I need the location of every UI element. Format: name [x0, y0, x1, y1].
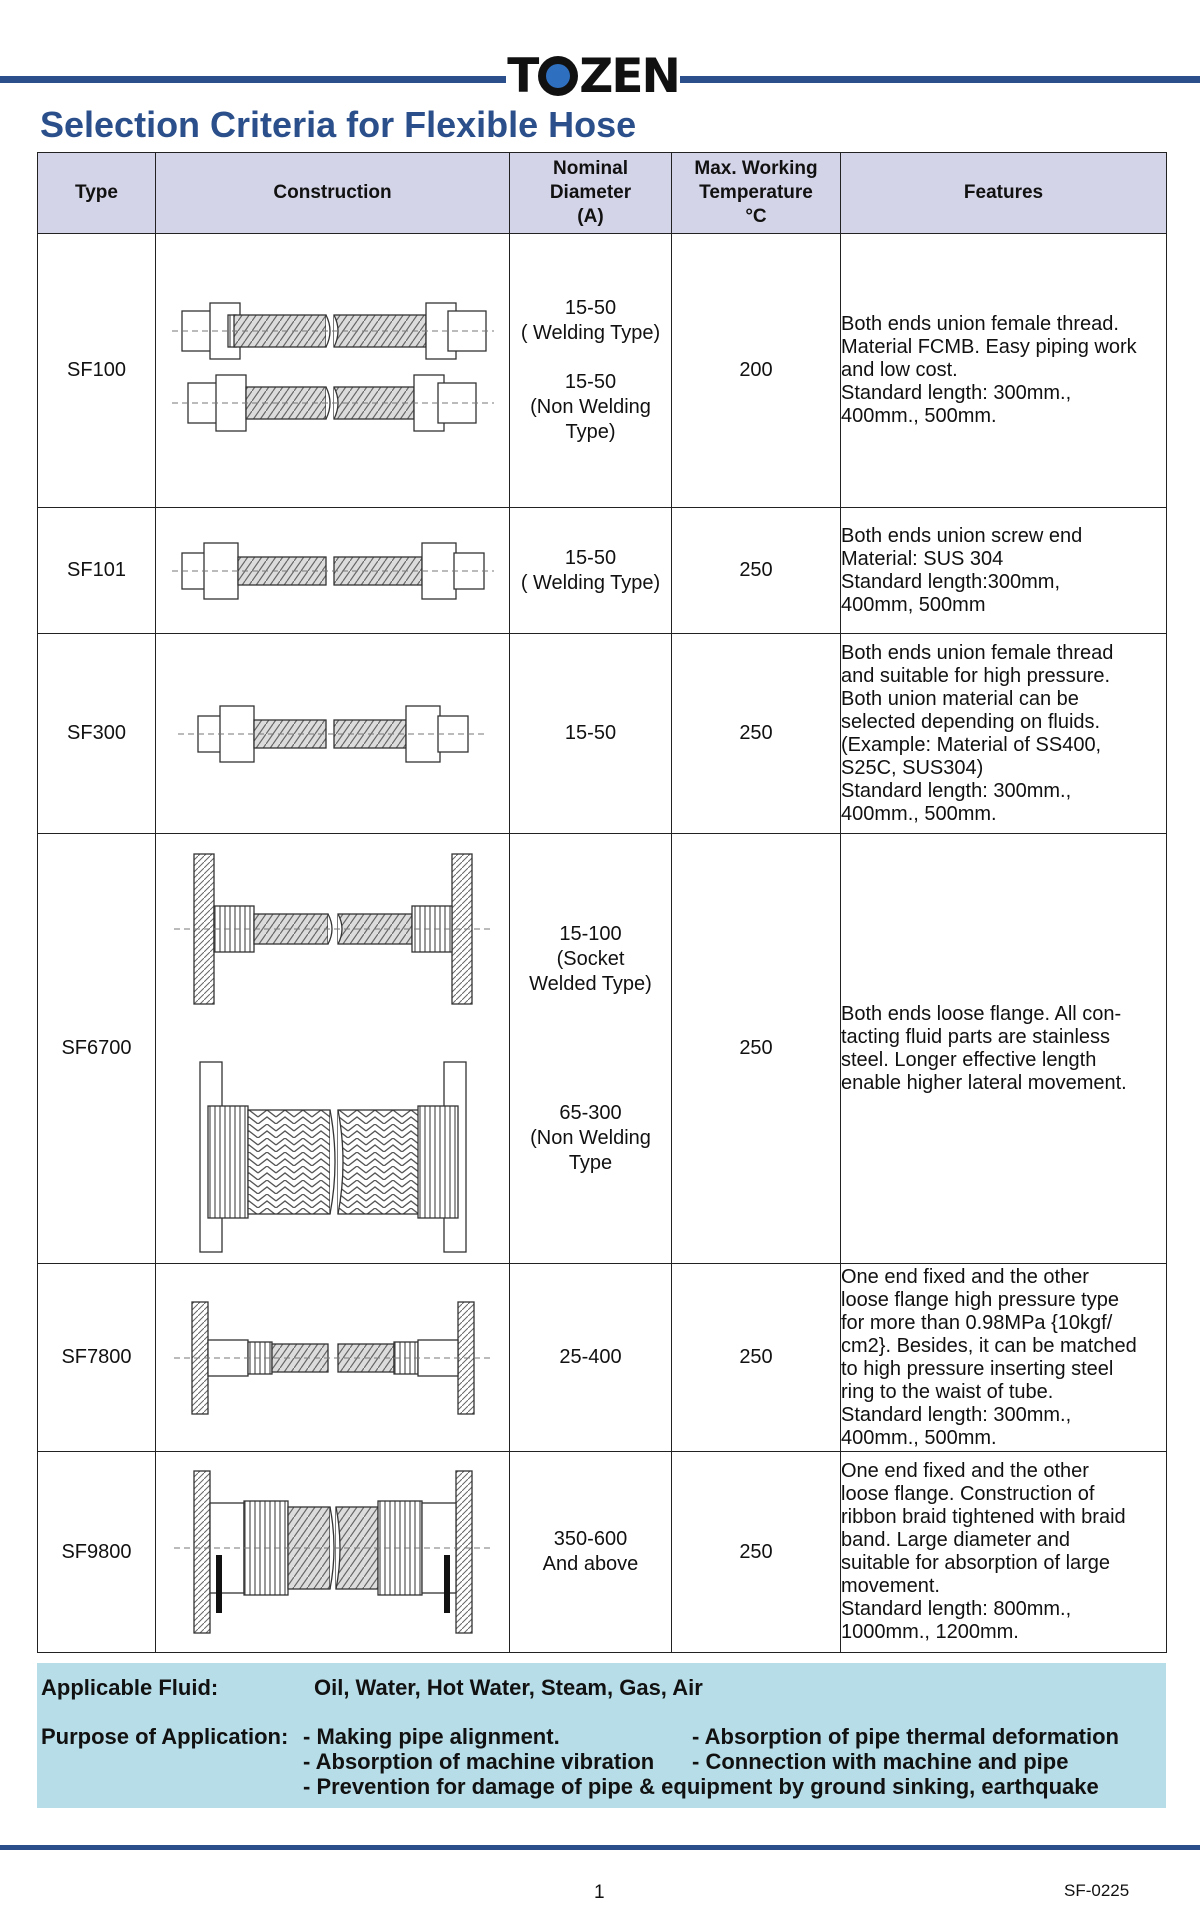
page-number: 1	[594, 1882, 605, 1903]
logo-o-mark	[538, 56, 578, 96]
feature-line: enable higher lateral movement.	[841, 1071, 1127, 1094]
temperature-cell: 250	[672, 1452, 841, 1653]
feature-line: selected depending on fluids.	[841, 710, 1101, 733]
diameter-line: 25-400	[559, 1346, 622, 1368]
feature-line: Standard length:300mm,	[841, 570, 1061, 593]
type-cell: SF6700	[38, 834, 156, 1264]
hose-drawing-sf7800	[168, 1298, 498, 1418]
feature-line: Both union material can be	[841, 687, 1079, 710]
feature-line: Material FCMB. Easy piping work	[841, 336, 1137, 358]
spacer	[510, 346, 671, 370]
feature-line: (Example: Material of SS400,	[841, 733, 1102, 756]
feature-line: Both ends loose flange. All con-	[841, 1002, 1122, 1025]
hose-drawing-sf100	[168, 271, 498, 471]
col-header-diameter	[510, 153, 672, 234]
selection-table	[37, 152, 1167, 1653]
feature-line: loose flange high pressure type	[841, 1288, 1119, 1311]
diameter-line: (Non Welding	[530, 1126, 651, 1149]
col-header-construction: Construction	[156, 153, 510, 234]
construction-drawing	[156, 234, 510, 508]
feature-line: loose flange. Construction of	[841, 1483, 1095, 1505]
feature-line: for more than 0.98MPa {10kgf/	[841, 1311, 1113, 1334]
feature-line: to high pressure inserting steel	[841, 1357, 1114, 1380]
diameter-line: 15-50	[564, 297, 617, 319]
features-cell	[841, 508, 1167, 634]
feature-line: and low cost.	[841, 359, 958, 381]
diameter-line: 15-50	[564, 546, 617, 569]
document-id: SF-0225	[1064, 1881, 1130, 1900]
feature-line: 400mm, 500mm	[841, 593, 986, 616]
page-title: Selection Criteria for Flexible Hose	[40, 104, 637, 145]
feature-line: tacting fluid parts are stainless	[841, 1025, 1111, 1048]
table-row	[38, 234, 1167, 508]
hose-drawing-sf6700	[168, 844, 498, 1254]
feature-line: ring to the waist of tube.	[841, 1380, 1054, 1403]
table-row	[38, 1452, 1167, 1653]
col-header-temperature	[672, 153, 841, 234]
purpose-item: - Absorption of machine vibration	[303, 1749, 655, 1774]
col-header-features: Features	[841, 153, 1167, 234]
feature-line: steel. Longer effective length	[841, 1048, 1097, 1071]
logo-letter-t: T	[507, 48, 538, 104]
purpose-item: - Absorption of pipe thermal deformation	[692, 1724, 1119, 1749]
hose-drawing-sf9800	[168, 1467, 498, 1637]
diameter-line: 350-600	[553, 1528, 628, 1550]
header-line: Temperature	[699, 182, 813, 203]
type-cell: SF7800	[38, 1264, 156, 1452]
temperature-cell: 200	[672, 234, 841, 508]
hose-drawing-sf300	[168, 694, 498, 774]
purpose-label: Purpose of Application:	[41, 1724, 289, 1749]
construction-drawing	[156, 634, 510, 834]
spacer	[510, 997, 671, 1101]
feature-line: ribbon braid tightened with braid	[841, 1506, 1126, 1528]
header-bar-left	[0, 76, 506, 83]
table-header-row	[38, 153, 1167, 234]
feature-line: 400mm., 500mm.	[841, 1426, 997, 1449]
diameter-line: 65-300	[559, 1101, 622, 1124]
header-line: Nominal	[553, 158, 628, 179]
features-cell	[841, 234, 1167, 508]
feature-line: One end fixed and the other	[841, 1265, 1089, 1288]
construction-drawing	[156, 1452, 510, 1653]
construction-drawing	[156, 1264, 510, 1452]
diameter-line: Type)	[565, 421, 616, 443]
feature-line: Material: SUS 304	[841, 547, 1004, 570]
feature-line: cm2}. Besides, it can be matched	[841, 1334, 1137, 1357]
table-row	[38, 1264, 1167, 1452]
diameter-cell	[510, 1264, 672, 1452]
purpose-item: - Prevention for damage of pipe & equipment by ground sinking, earthquake	[303, 1774, 1099, 1799]
feature-line: movement.	[841, 1575, 940, 1597]
fluid-label: Applicable Fluid:	[41, 1675, 219, 1700]
diameter-line: (Socket	[556, 947, 625, 970]
header-line: Diameter	[549, 182, 632, 203]
feature-line: band. Large diameter and	[841, 1529, 1071, 1551]
feature-line: Both ends union female thread.	[841, 313, 1119, 335]
feature-line: Standard length: 300mm.,	[841, 1403, 1072, 1426]
header-bar-right	[680, 76, 1200, 83]
diameter-line: (Non Welding	[530, 396, 651, 418]
diameter-line: And above	[542, 1553, 639, 1575]
diameter-cell	[510, 834, 672, 1264]
table-row	[38, 834, 1167, 1264]
feature-line: and suitable for high pressure.	[841, 664, 1111, 687]
diameter-line: Welded Type)	[529, 972, 652, 995]
feature-line: 1000mm., 1200mm.	[841, 1621, 1019, 1643]
table-row	[38, 634, 1167, 834]
footer-bar	[0, 1845, 1200, 1850]
table-row	[38, 508, 1167, 634]
construction-drawing	[156, 508, 510, 634]
temperature-cell: 250	[672, 834, 841, 1264]
logo-letters-zen: ZEN	[579, 48, 679, 104]
type-cell: SF300	[38, 634, 156, 834]
features-cell	[841, 634, 1167, 834]
feature-line: Standard length: 800mm.,	[841, 1598, 1072, 1620]
diameter-cell	[510, 1452, 672, 1653]
construction-drawing	[156, 834, 510, 1264]
col-header-type: Type	[38, 153, 156, 234]
feature-line: One end fixed and the other	[841, 1460, 1089, 1482]
type-cell: SF100	[38, 234, 156, 508]
type-cell: SF9800	[38, 1452, 156, 1653]
feature-line: 400mm., 500mm.	[841, 405, 997, 427]
temperature-cell: 250	[672, 634, 841, 834]
feature-line: S25C, SUS304)	[841, 756, 984, 779]
header-line: Max. Working	[694, 158, 818, 179]
application-panel	[37, 1663, 1166, 1808]
brand-logo	[506, 50, 680, 102]
diameter-line: 15-50	[564, 371, 617, 393]
purpose-item: - Connection with machine and pipe	[692, 1749, 1069, 1774]
diameter-line: ( Welding Type)	[520, 571, 661, 594]
feature-line: Both ends union female thread	[841, 641, 1114, 664]
features-cell	[841, 834, 1167, 1264]
feature-line: Standard length: 300mm.,	[841, 382, 1072, 404]
features-cell	[841, 1452, 1167, 1653]
purpose-item: - Making pipe alignment.	[303, 1724, 560, 1749]
type-cell: SF101	[38, 508, 156, 634]
fluid-value: Oil, Water, Hot Water, Steam, Gas, Air	[314, 1675, 703, 1700]
feature-line: 400mm., 500mm.	[841, 802, 997, 825]
feature-line: suitable for absorption of large	[841, 1552, 1111, 1574]
diameter-cell	[510, 508, 672, 634]
feature-line: Both ends union screw end	[841, 524, 1083, 547]
hose-drawing-sf101	[168, 531, 498, 611]
diameter-line: 15-100	[559, 922, 622, 945]
temperature-cell: 250	[672, 1264, 841, 1452]
diameter-cell	[510, 234, 672, 508]
diameter-line: ( Welding Type)	[520, 322, 661, 344]
diameter-line: 15-50	[564, 722, 617, 744]
header-line: °C	[745, 206, 767, 227]
temperature-cell: 250	[672, 508, 841, 634]
feature-line: Standard length: 300mm.,	[841, 779, 1072, 802]
diameter-cell	[510, 634, 672, 834]
features-cell	[841, 1264, 1167, 1452]
diameter-line: Type	[568, 1151, 613, 1174]
header-line: (A)	[577, 206, 604, 227]
